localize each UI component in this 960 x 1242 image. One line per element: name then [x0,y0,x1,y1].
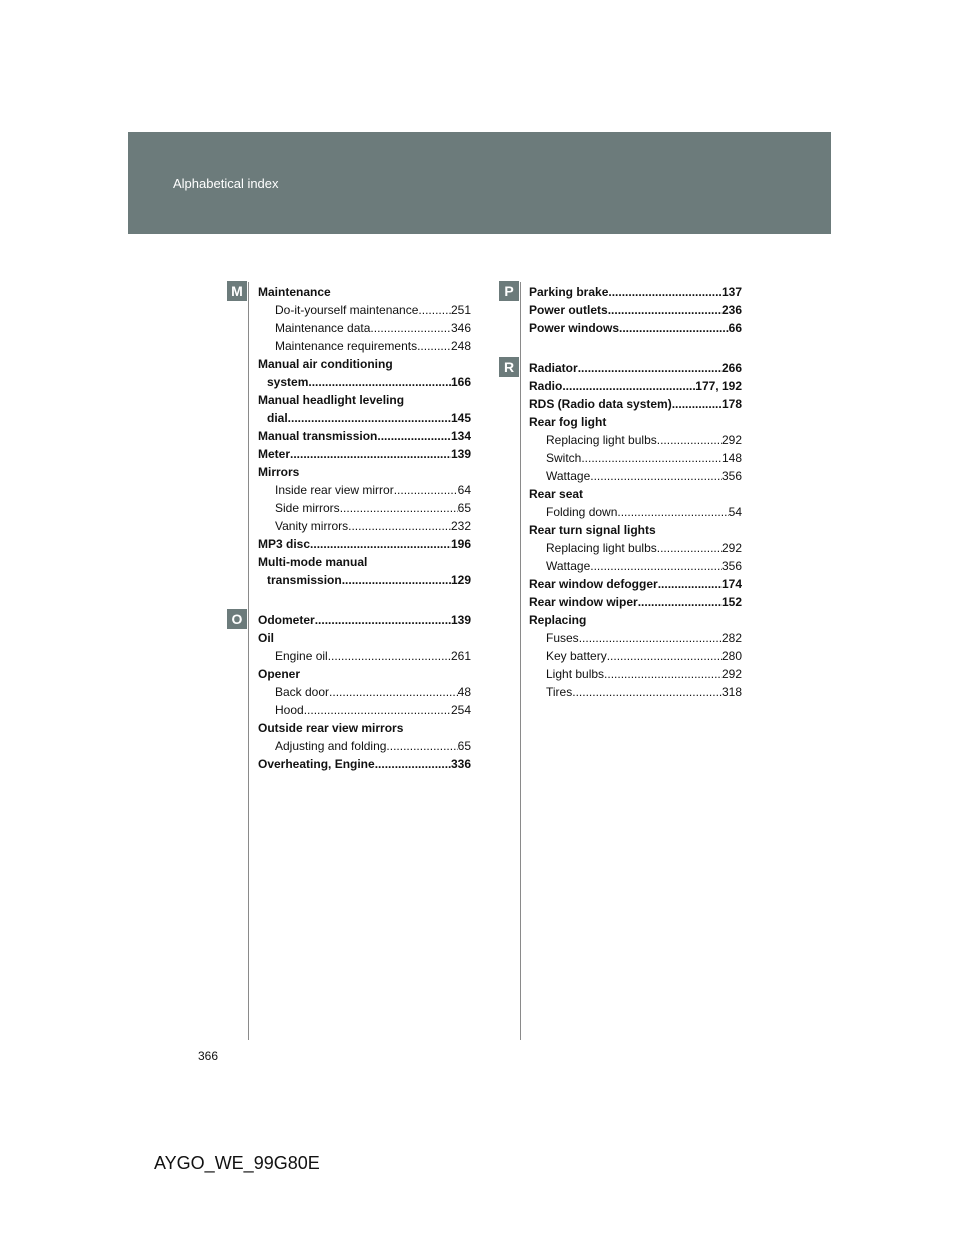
index-heading: Multi-mode manual [258,555,368,569]
index-heading: Rear turn signal lights [529,523,656,537]
index-entry: Hood ..... 254 [258,701,471,719]
index-entry: Odometer ..... 139 [258,611,471,629]
index-entry: Wattage ..... 356 [529,557,742,575]
index-heading: Manual headlight leveling [258,393,405,407]
index-heading: Maintenance [258,285,331,299]
index-entry: Replacing light bulbs ..... 292 [529,431,742,449]
header-bar [128,132,831,234]
index-section-m [258,283,471,589]
index-heading: Outside rear view mirrors [258,721,404,735]
index-entry: Parking brake ..... 137 [529,283,742,301]
index-heading: Rear fog light [529,415,607,429]
index-entry: Folding down ..... 54 [529,503,742,521]
index-entry: transmission ..... 129 [258,571,471,589]
index-entry: MP3 disc ..... 196 [258,535,471,553]
header-title: Alphabetical index [173,176,279,191]
index-heading: Manual air conditioning [258,357,393,371]
index-entry: Light bulbs ..... 292 [529,665,742,683]
document-code: AYGO_WE_99G80E [154,1153,320,1173]
index-entry: Rear window wiper ..... 152 [529,593,742,611]
index-entry: Key battery ..... 280 [529,647,742,665]
index-entry: Rear window defogger ..... 174 [529,575,742,593]
index-heading: Mirrors [258,465,300,479]
index-entry: Radio ..... 177, 192 [529,377,742,395]
index-heading: Opener [258,667,301,681]
index-entry: Power outlets ..... 236 [529,301,742,319]
index-entry: Radiator ..... 266 [529,359,742,377]
index-entry: Inside rear view mirror ..... 64 [258,481,471,499]
middle-column-rule [520,282,521,1040]
index-entry: Back door ..... 48 [258,683,471,701]
section-letter-r: R [499,357,519,377]
index-section-o [258,611,471,773]
index-entry: RDS (Radio data system) ..... 178 [529,395,742,413]
index-entry: Maintenance requirements ..... 248 [258,337,471,355]
index-entry: Do-it-yourself maintenance ..... 251 [258,301,471,319]
index-heading: Rear seat [529,487,584,501]
index-entry: Power windows ..... 66 [529,319,742,337]
index-entry: dial ..... 145 [258,409,471,427]
index-entry: Overheating, Engine ..... 336 [258,755,471,773]
index-entry: Engine oil ..... 261 [258,647,471,665]
index-entry: Switch ..... 148 [529,449,742,467]
left-column-rule [248,282,249,1040]
index-section-p [529,283,742,337]
index-entry: Tires ..... 318 [529,683,742,701]
section-letter-o: O [227,609,247,629]
index-entry: system ..... 166 [258,373,471,391]
index-entry: Fuses ..... 282 [529,629,742,647]
index-entry: Meter ..... 139 [258,445,471,463]
index-section-r [529,359,742,701]
index-entry: Adjusting and folding ..... 65 [258,737,471,755]
index-entry: Wattage ..... 356 [529,467,742,485]
index-entry: Manual transmission ..... 134 [258,427,471,445]
index-entry: Side mirrors ..... 65 [258,499,471,517]
index-entry: Vanity mirrors ..... 232 [258,517,471,535]
section-letter-m: M [227,281,247,301]
page-number: 366 [198,1049,219,1063]
index-entry: Maintenance data ..... 346 [258,319,471,337]
index-entry: Replacing light bulbs ..... 292 [529,539,742,557]
section-letter-p: P [499,281,519,301]
index-heading: Replacing [529,613,587,627]
index-heading: Oil [258,631,275,645]
